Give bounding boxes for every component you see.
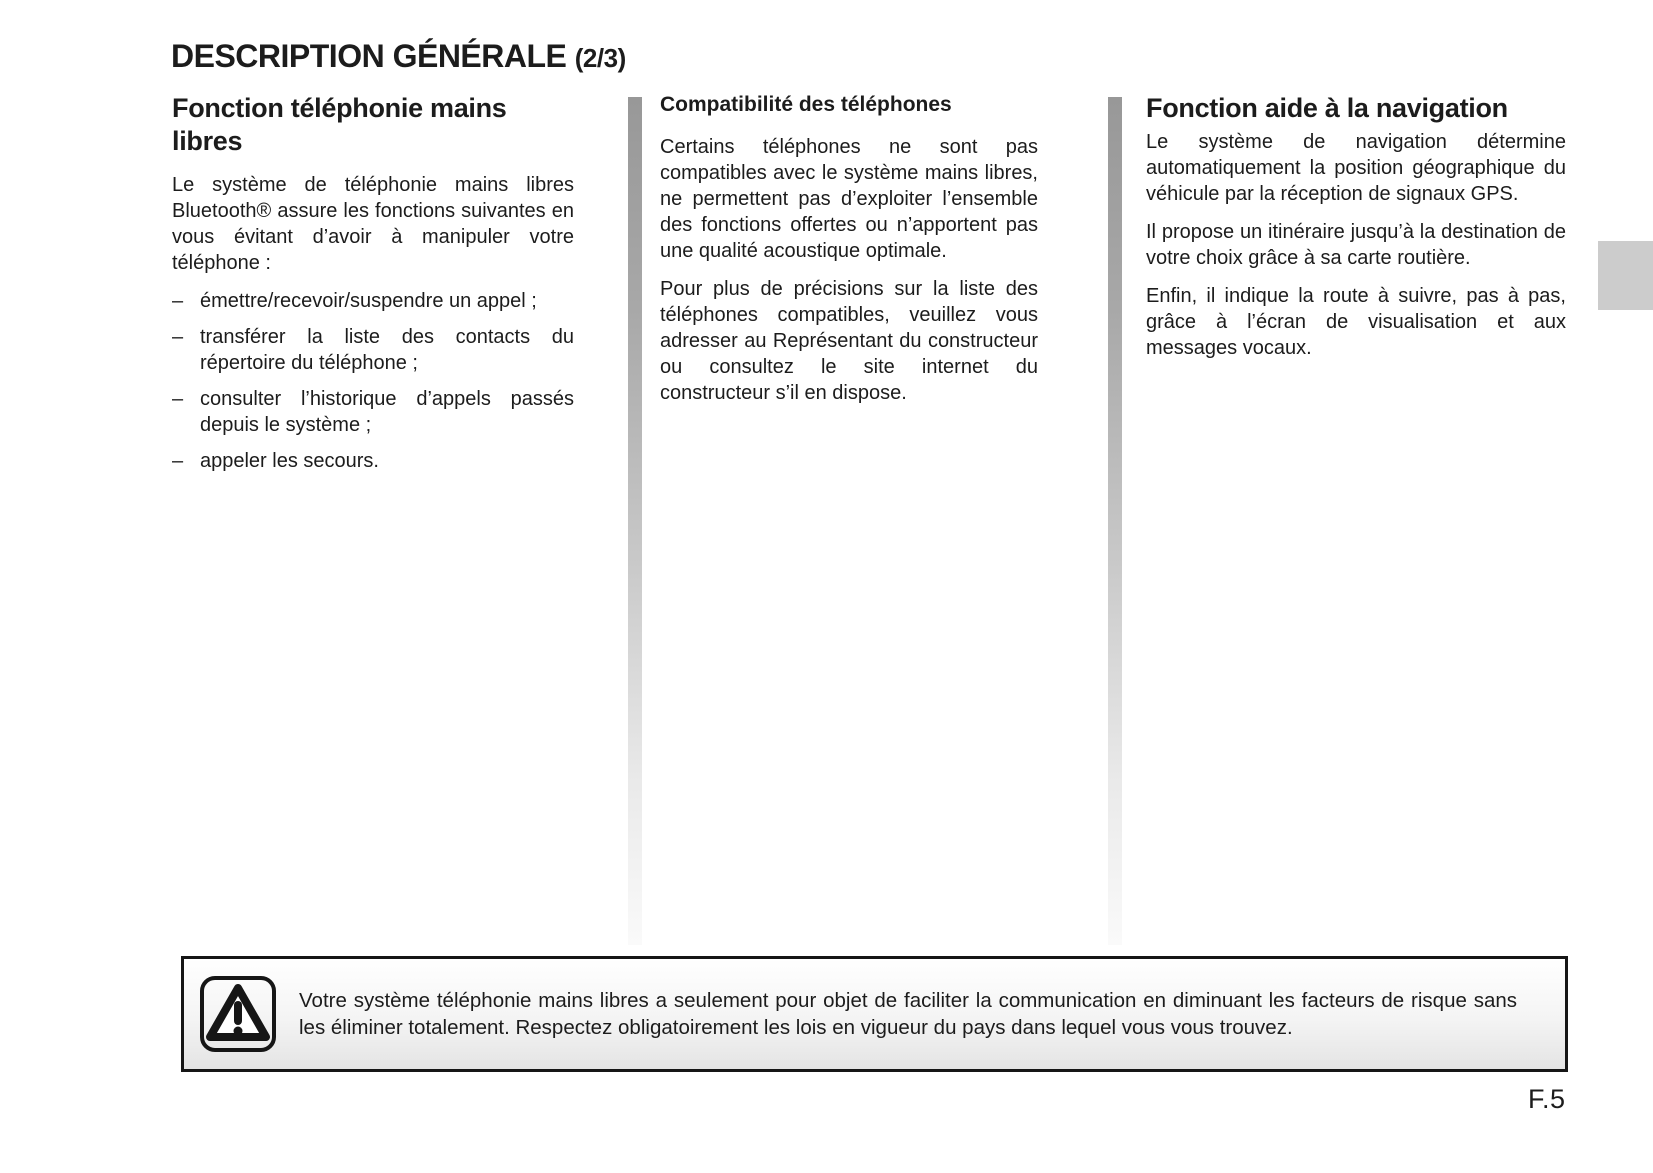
section-edge-tab <box>1598 241 1653 310</box>
page-number: F.5 <box>1528 1084 1566 1114</box>
dash-marker: – <box>172 326 184 348</box>
paragraph: Certains téléphones ne sont pas compatibles avec le système mains libres, ne permettent pas d’exploiter l’ensemble des fonctions offertes ou n’apportent pas une qualité acoustique optimale. <box>660 136 1038 262</box>
column-heading: Fonction aide à la navigation <box>1146 93 1508 123</box>
feature-list <box>172 288 574 474</box>
paragraph: Le système de téléphonie mains libres Bluetooth® assure les fonctions suivantes en vous évitant d’avoir à manipuler votre téléphone : <box>172 174 574 274</box>
warning-text: Votre système téléphonie mains libres a seulement pour objet de faciliter la communication en diminuant les facteurs de risque sans les éliminer totalement. Respectez obligatoirement les lois en vigueur du pays dans lequel vous vous trouvez. <box>299 989 1517 1039</box>
list-item-text: appeler les secours. <box>200 450 379 472</box>
warning-box <box>181 956 1568 1072</box>
column-phone-compatibility <box>660 92 1038 418</box>
list-item <box>172 324 574 376</box>
dash-marker: – <box>172 388 184 410</box>
column-heading: Compatibilité des téléphones <box>660 93 952 116</box>
paragraph: Pour plus de précisions sur la liste des téléphones compatibles, veuillez vous adresser au Représentant du constructeur ou consultez le site internet du constructeur s’il en dispose. <box>660 278 1038 404</box>
dash-marker: – <box>172 450 184 472</box>
paragraph: Il propose un itinéraire jusqu’à la destination de votre choix grâce à sa carte routière. <box>1146 221 1566 269</box>
dash-marker: – <box>172 290 184 312</box>
list-item <box>172 288 574 314</box>
warning-triangle-icon <box>199 975 277 1053</box>
page-title-text: DESCRIPTION GÉNÉRALE <box>171 38 567 74</box>
column-divider <box>1108 97 1122 945</box>
paragraph: Le système de navigation détermine automatiquement la position géographique du véhicule par la réception de signaux GPS. <box>1146 131 1566 205</box>
column-heading: Fonction téléphonie mains libres <box>172 93 507 156</box>
page-title-suffix: (2/3) <box>574 43 626 73</box>
list-item-text: transférer la liste des contacts du répertoire du téléphone ; <box>200 326 574 374</box>
column-divider <box>628 97 642 945</box>
paragraph: Enfin, il indique la route à suivre, pas à pas, grâce à l’écran de visualisation et aux messages vocaux. <box>1146 285 1566 359</box>
list-item <box>172 448 574 474</box>
column-navigation-aid <box>1146 92 1566 373</box>
list-item-text: consulter l’historique d’appels passés depuis le système ; <box>200 388 574 436</box>
list-item-text: émettre/recevoir/suspendre un appel ; <box>200 290 537 312</box>
column-hands-free-phone <box>172 92 574 484</box>
page-title <box>171 38 626 75</box>
list-item <box>172 386 574 438</box>
